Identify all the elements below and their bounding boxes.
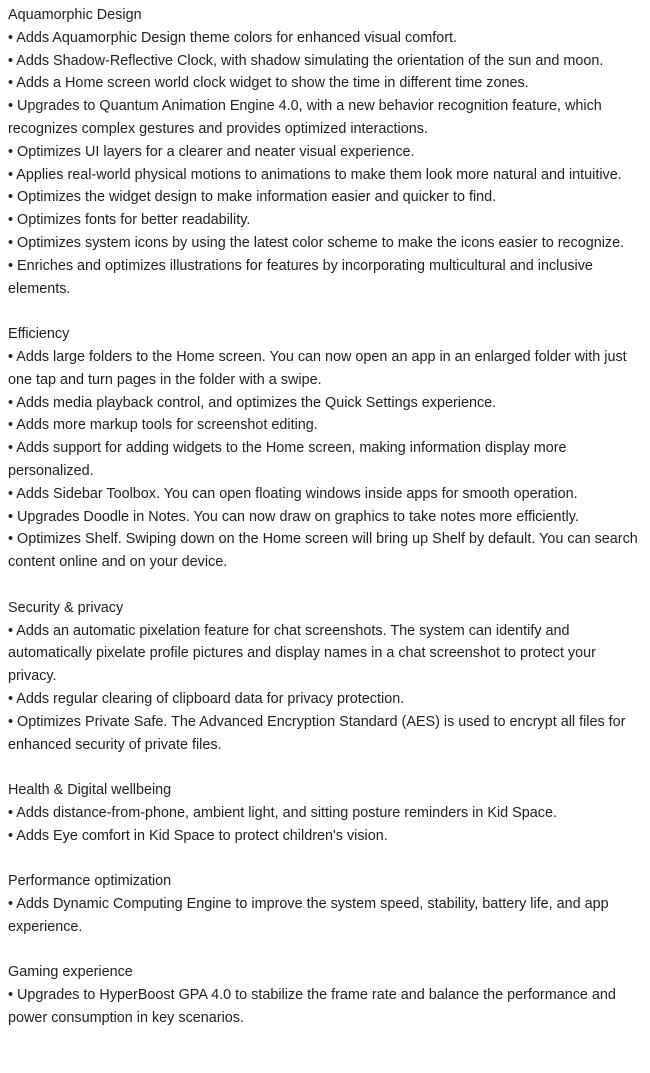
section-title: Performance optimization (8, 873, 172, 890)
list-item: • Adds an automatic pixelation feature for chat screenshots. The system can identify and automatically pixelate profile pictures and display names in a chat screenshot to protect your privacy. (8, 622, 596, 685)
list-item: • Adds a Home screen world clock widget to show the time in different time zones. (8, 75, 529, 92)
bullet-list (8, 346, 642, 574)
section (8, 323, 642, 574)
section-title: Health & Digital wellbeing (8, 782, 172, 799)
list-item: • Adds Eye comfort in Kid Space to protect children's vision. (8, 827, 388, 844)
list-item: • Adds more markup tools for screenshot editing. (8, 417, 318, 434)
list-item: • Adds Dynamic Computing Engine to improve the system speed, stability, battery life, and app experience. (8, 896, 609, 935)
section (8, 4, 642, 300)
list-item: • Adds media playback control, and optimizes the Quick Settings experience. (8, 394, 497, 411)
list-item: • Adds support for adding widgets to the Home screen, making information display more personalized. (8, 440, 567, 479)
list-item: • Adds Aquamorphic Design theme colors for enhanced visual comfort. (8, 29, 457, 46)
list-item: • Optimizes Shelf. Swiping down on the Home screen will bring up Shelf by default. You can search content online and on your device. (8, 531, 638, 571)
section (8, 870, 642, 938)
list-item: • Enriches and optimizes illustrations for features by incorporating multicultural and inclusive elements. (8, 257, 593, 297)
bullet-list (8, 620, 642, 757)
list-item: • Optimizes Private Safe. The Advanced Encryption Standard (AES) is used to encrypt all files for enhanced security of private files. (8, 713, 626, 753)
section (8, 961, 642, 1029)
list-item: • Applies real-world physical motions to animations to make them look more natural and intuitive. (8, 166, 622, 183)
section-title: Security & privacy (8, 599, 124, 616)
section-title: Efficiency (8, 326, 70, 343)
bullet-list (8, 893, 642, 939)
list-item: • Optimizes the widget design to make information easier and quicker to find. (8, 189, 497, 206)
list-item: • Optimizes system icons by using the latest color scheme to make the icons easier to recognize. (8, 234, 625, 251)
list-item: • Adds large folders to the Home screen. You can now open an app in an enlarged folder with just one tap and turn pages in the folder with a swipe. (8, 348, 627, 388)
bullet-list (8, 27, 642, 301)
list-item: • Upgrades to HyperBoost GPA 4.0 to stabilize the frame rate and balance the performance and power consumption in key scenarios. (8, 987, 616, 1027)
section (8, 597, 642, 757)
list-item: • Optimizes fonts for better readability. (8, 212, 251, 229)
section-title: Aquamorphic Design (8, 7, 142, 23)
section (8, 779, 642, 847)
bullet-list (8, 802, 642, 848)
list-item: • Adds Sidebar Toolbox. You can open floating windows inside apps for smooth operation. (8, 485, 578, 502)
section-title: Gaming experience (8, 964, 133, 981)
bullet-list (8, 984, 642, 1030)
list-item: • Upgrades to Quantum Animation Engine 4.0, with a new behavior recognition feature, which recognizes complex gestures and provides optimized interactions. (8, 98, 602, 137)
list-item: • Adds distance-from-phone, ambient light, and sitting posture reminders in Kid Space. (8, 804, 557, 821)
list-item: • Upgrades Doodle in Notes. You can now draw on graphics to take notes more efficiently. (8, 508, 579, 525)
list-item: • Adds Shadow-Reflective Clock, with shadow simulating the orientation of the sun and moon. (8, 52, 604, 69)
list-item: • Optimizes UI layers for a clearer and neater visual experience. (8, 143, 415, 160)
list-item: • Adds regular clearing of clipboard data for privacy protection. (8, 690, 405, 707)
